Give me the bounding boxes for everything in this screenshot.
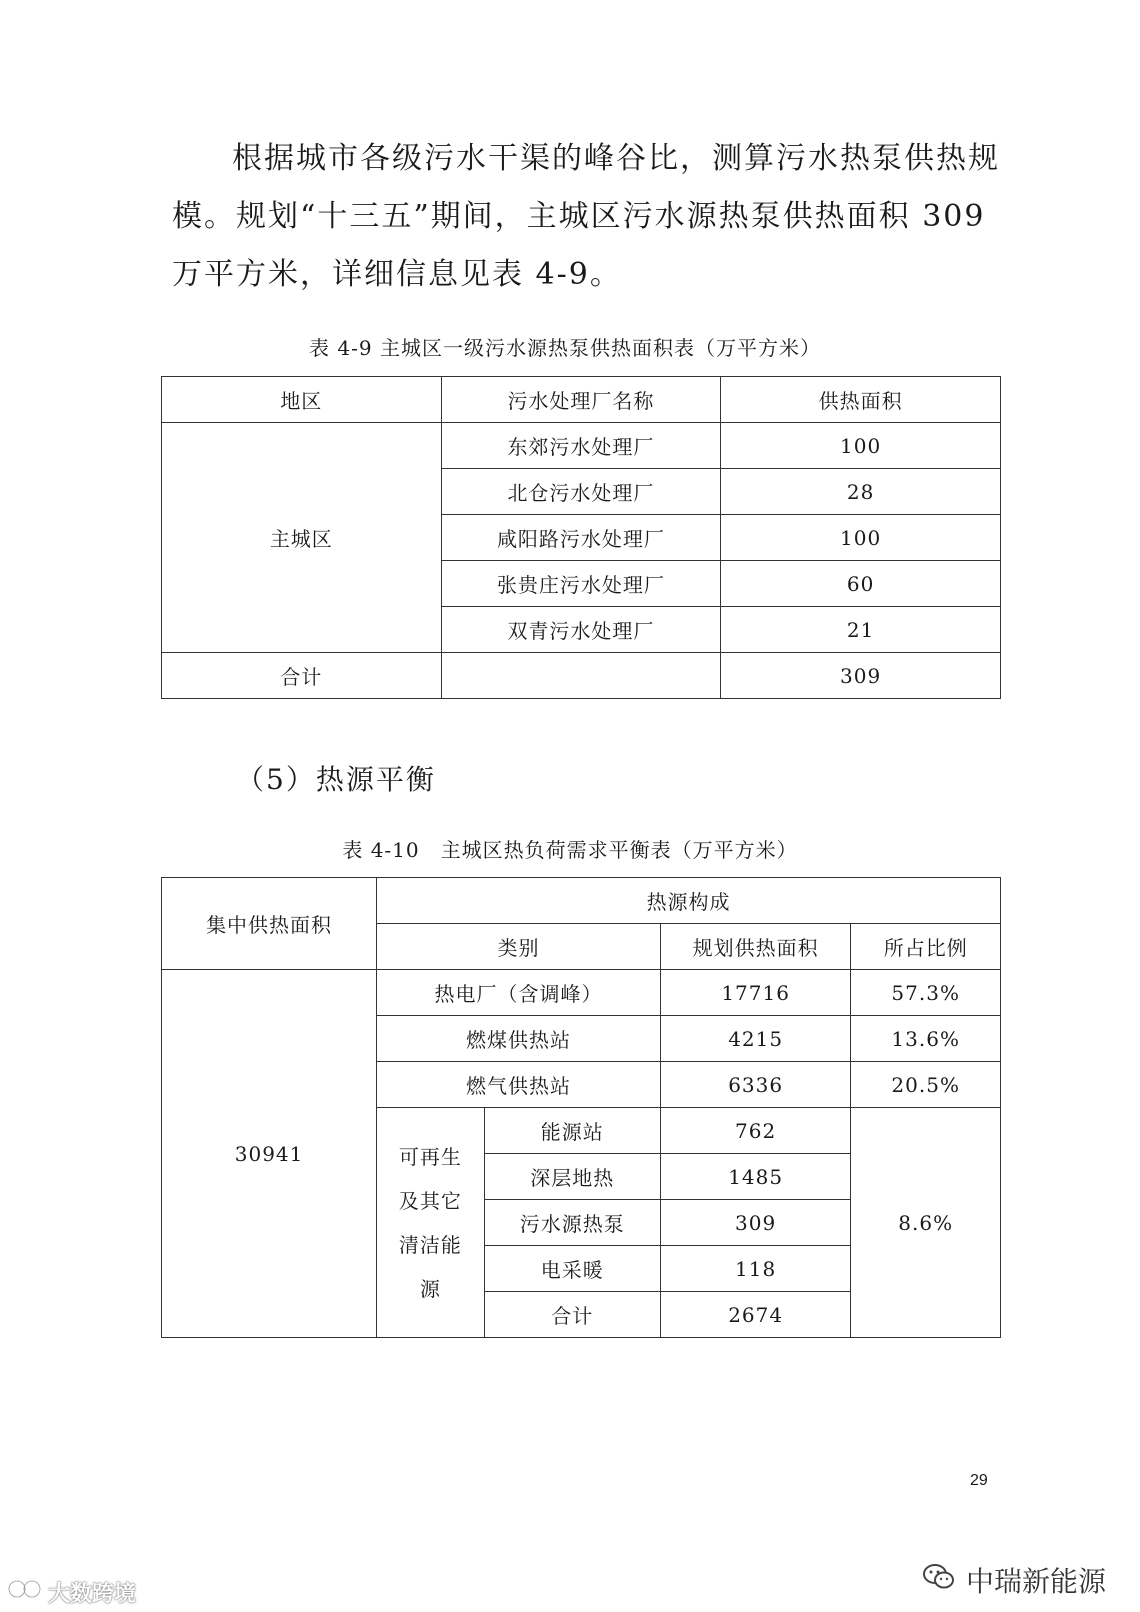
watermark-right bbox=[922, 1560, 1106, 1600]
table2-header-central: 集中供热面积 bbox=[162, 878, 377, 970]
table-row bbox=[162, 423, 1001, 469]
table1-header-row bbox=[162, 377, 1001, 423]
watermark-right-text: 中瑞新能源 bbox=[966, 1566, 1107, 1597]
wechat-icon bbox=[922, 1562, 956, 1599]
table2-renewable-area: 2674 bbox=[660, 1292, 851, 1338]
table1-region-cell: 主城区 bbox=[162, 423, 442, 653]
table2-area: 6336 bbox=[660, 1062, 851, 1108]
table2-category: 热电厂（含调峰） bbox=[377, 970, 661, 1016]
table2-renewable-category: 污水源热泵 bbox=[484, 1200, 660, 1246]
table2-renewable-category: 合计 bbox=[484, 1292, 660, 1338]
table1-plant-name: 咸阳路污水处理厂 bbox=[441, 515, 721, 561]
table2-area: 17716 bbox=[660, 970, 851, 1016]
section-heading: （5）热源平衡 bbox=[236, 763, 436, 796]
intro-paragraph: 根据城市各级污水干渠的峰谷比，测算污水热泵供热规模。规划“十三五”期间，主城区污水源热泵供热面积 309 万平方米，详细信息见表 4-9。 bbox=[172, 141, 1000, 292]
table1-plant-area: 21 bbox=[721, 607, 1001, 653]
table2-renewable-label bbox=[377, 1108, 485, 1338]
table1-header-plant: 污水处理厂名称 bbox=[441, 377, 721, 423]
table2-header-category: 类别 bbox=[377, 924, 661, 970]
table1-plant-area: 60 bbox=[721, 561, 1001, 607]
table1-total-row bbox=[162, 653, 1001, 699]
table2-renewable-category: 深层地热 bbox=[484, 1154, 660, 1200]
table1-plant-name: 张贵庄污水处理厂 bbox=[441, 561, 721, 607]
table1-plant-area: 100 bbox=[721, 515, 1001, 561]
table2-category: 燃气供热站 bbox=[377, 1062, 661, 1108]
table2-heat-balance bbox=[161, 877, 1001, 1338]
table2-caption: 表 4-10 主城区热负荷需求平衡表（万平方米） bbox=[342, 838, 798, 862]
table2-header-planned: 规划供热面积 bbox=[660, 924, 851, 970]
table1-total-area: 309 bbox=[721, 653, 1001, 699]
table2-area: 4215 bbox=[660, 1016, 851, 1062]
renewable-line: 及其它 bbox=[398, 1188, 462, 1213]
table2-ratio: 13.6% bbox=[851, 1016, 1001, 1062]
logo-icon bbox=[8, 1576, 42, 1608]
table2-renewable-area: 1485 bbox=[660, 1154, 851, 1200]
table2-header-ratio: 所占比例 bbox=[851, 924, 1001, 970]
table2-header-row-1 bbox=[162, 878, 1001, 924]
table1-heating-area bbox=[161, 376, 1001, 699]
table1-plant-name: 北仓污水处理厂 bbox=[441, 469, 721, 515]
table2-renewable-ratio: 8.6% bbox=[851, 1108, 1001, 1338]
page-number: 29 bbox=[970, 1472, 988, 1489]
watermark-left bbox=[8, 1576, 136, 1608]
table1-total-name bbox=[441, 653, 721, 699]
table1-plant-name: 双青污水处理厂 bbox=[441, 607, 721, 653]
table1-plant-area: 28 bbox=[721, 469, 1001, 515]
table-row bbox=[162, 970, 1001, 1016]
table2-header-composition: 热源构成 bbox=[377, 878, 1001, 924]
table1-header-region: 地区 bbox=[162, 377, 442, 423]
renewable-line: 源 bbox=[419, 1276, 441, 1301]
table2-central-value: 30941 bbox=[162, 970, 377, 1338]
table2-renewable-area: 309 bbox=[660, 1200, 851, 1246]
renewable-line: 清洁能 bbox=[398, 1232, 462, 1257]
table2-renewable-category: 能源站 bbox=[484, 1108, 660, 1154]
table2-renewable-area: 118 bbox=[660, 1246, 851, 1292]
watermark-left-text: 大数跨境 bbox=[48, 1580, 137, 1606]
table1-header-area: 供热面积 bbox=[721, 377, 1001, 423]
table2-category: 燃煤供热站 bbox=[377, 1016, 661, 1062]
table1-plant-area: 100 bbox=[721, 423, 1001, 469]
table2-ratio: 20.5% bbox=[851, 1062, 1001, 1108]
table1-total-label: 合计 bbox=[162, 653, 442, 699]
table2-renewable-category: 电采暖 bbox=[484, 1246, 660, 1292]
table1-plant-name: 东郊污水处理厂 bbox=[441, 423, 721, 469]
table2-ratio: 57.3% bbox=[851, 970, 1001, 1016]
table1-caption: 表 4-9 主城区一级污水源热泵供热面积表（万平方米） bbox=[309, 336, 821, 360]
table2-renewable-area: 762 bbox=[660, 1108, 851, 1154]
renewable-line: 可再生 bbox=[398, 1144, 462, 1169]
